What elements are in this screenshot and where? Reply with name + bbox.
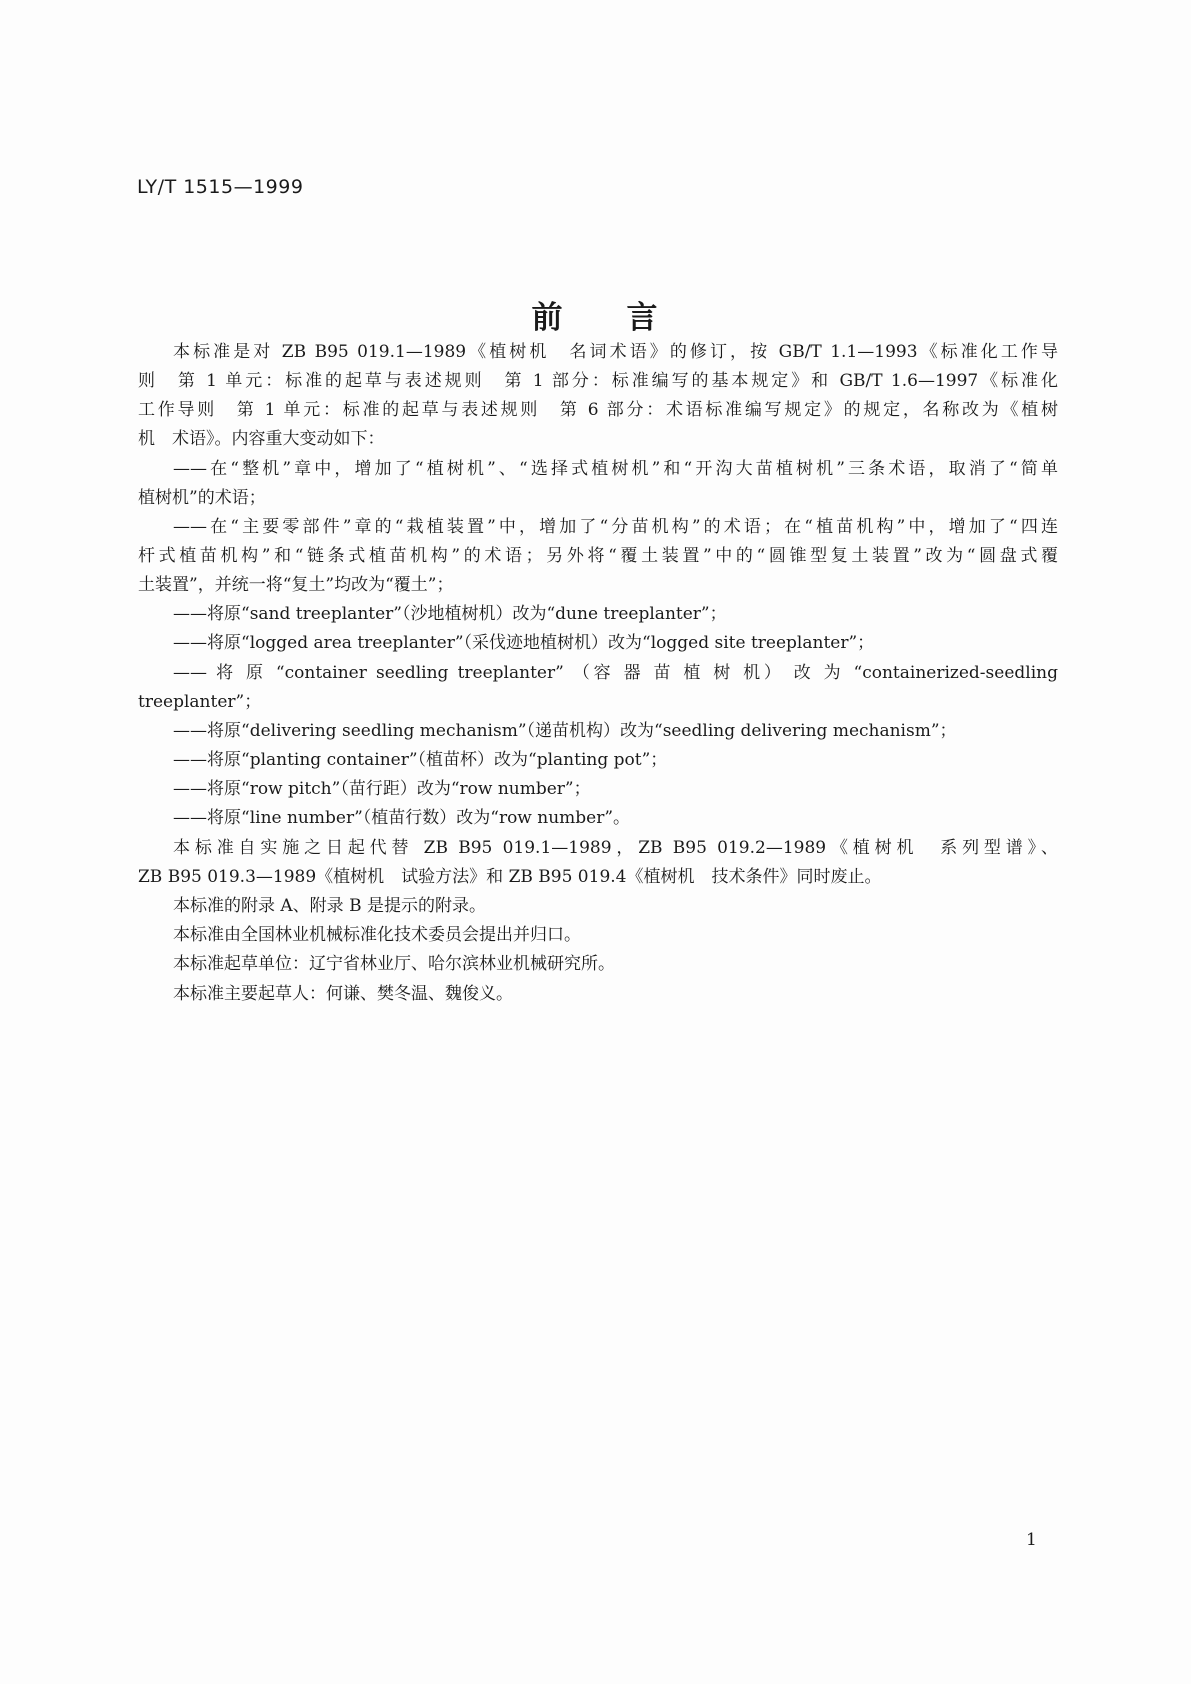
change-item-3: ——将原“sand treeplanter”（沙地植树机）改为“dune treeplanter”； (173, 604, 727, 624)
paragraph-drafting-units: 本标准起草单位：辽宁省林业厅、哈尔滨林业机械研究所。 (173, 954, 615, 974)
paragraph-2-line-2: ZB B95 019.3—1989《植树机 试验方法》和 ZB B95 019.4《植树机 技术条件》同时废止。 (138, 867, 882, 887)
paragraph-drafters: 本标准主要起草人：何谦、樊冬温、魏俊义。 (173, 984, 513, 1004)
change-item-4: ——将原“logged area treeplanter”（采伐迹地植树机）改为“logged site treeplanter”； (173, 633, 875, 653)
change-item-9: ——将原“line number”（植苗行数）改为“row number”。 (173, 808, 631, 828)
paragraph-appendix: 本标准的附录 A、附录 B 是提示的附录。 (173, 896, 486, 916)
page-number: 1 (1026, 1530, 1037, 1550)
standard-code: LY/T 1515—1999 (137, 176, 304, 198)
change-item-1-line-1: ——在“整机”章中，增加了“植树机”、“选择式植树机”和“开沟大苗植树机”三条术语，取消了“简单 (173, 459, 1058, 479)
change-item-5-line-1: —— 将 原 “container seedling treeplanter” （容 器 苗 植 树 机） 改 为 “containerized-seedling (173, 663, 1058, 683)
change-item-5-line-2: treeplanter”； (138, 692, 262, 712)
change-item-2-line-1: ——在“主要零部件”章的“栽植装置”中，增加了“分苗机构”的术语；在“植苗机构”中，增加了“四连 (173, 517, 1058, 537)
paragraph-2-line-1: 本标准自实施之日起代替 ZB B95 019.1—1989，ZB B95 019.2—1989《植树机 系列型谱》、 (173, 838, 1058, 858)
page-title (0, 292, 1191, 337)
change-item-2-line-3: 土装置”，并统一将“复土”均改为“覆土”； (138, 575, 454, 595)
paragraph-1-line-2: 则 第 1 单元：标准的起草与表述规则 第 1 部分：标准编写的基本规定》和 GB/T 1.6—1997《标准化 (138, 371, 1058, 391)
title-char-2: 言 (626, 300, 660, 336)
change-item-8: ——将原“row pitch”（苗行距）改为“row number”； (173, 779, 591, 799)
change-item-6: ——将原“delivering seedling mechanism”（递苗机构）改为“seedling delivering mechanism”； (173, 721, 957, 741)
change-item-2-line-2: 杆式植苗机构”和“链条式植苗机构”的术语；另外将“覆土装置”中的“圆锥型复土装置”改为“圆盘式覆 (138, 546, 1058, 566)
change-item-7: ——将原“planting container”（植苗杯）改为“planting pot”； (173, 750, 668, 770)
title-char-1: 前 (531, 300, 565, 336)
paragraph-1-line-1: 本标准是对 ZB B95 019.1—1989《植树机 名词术语》的修订，按 GB/T 1.1—1993《标准化工作导 (173, 342, 1058, 362)
paragraph-1-line-4: 机 术语》。内容重大变动如下： (138, 429, 385, 449)
paragraph-proposer: 本标准由全国林业机械标准化技术委员会提出并归口。 (173, 925, 581, 945)
change-item-1-line-2: 植树机”的术语； (138, 488, 266, 508)
paragraph-1-line-3: 工作导则 第 1 单元：标准的起草与表述规则 第 6 部分：术语标准编写规定》的规定，名称改为《植树 (138, 400, 1058, 420)
